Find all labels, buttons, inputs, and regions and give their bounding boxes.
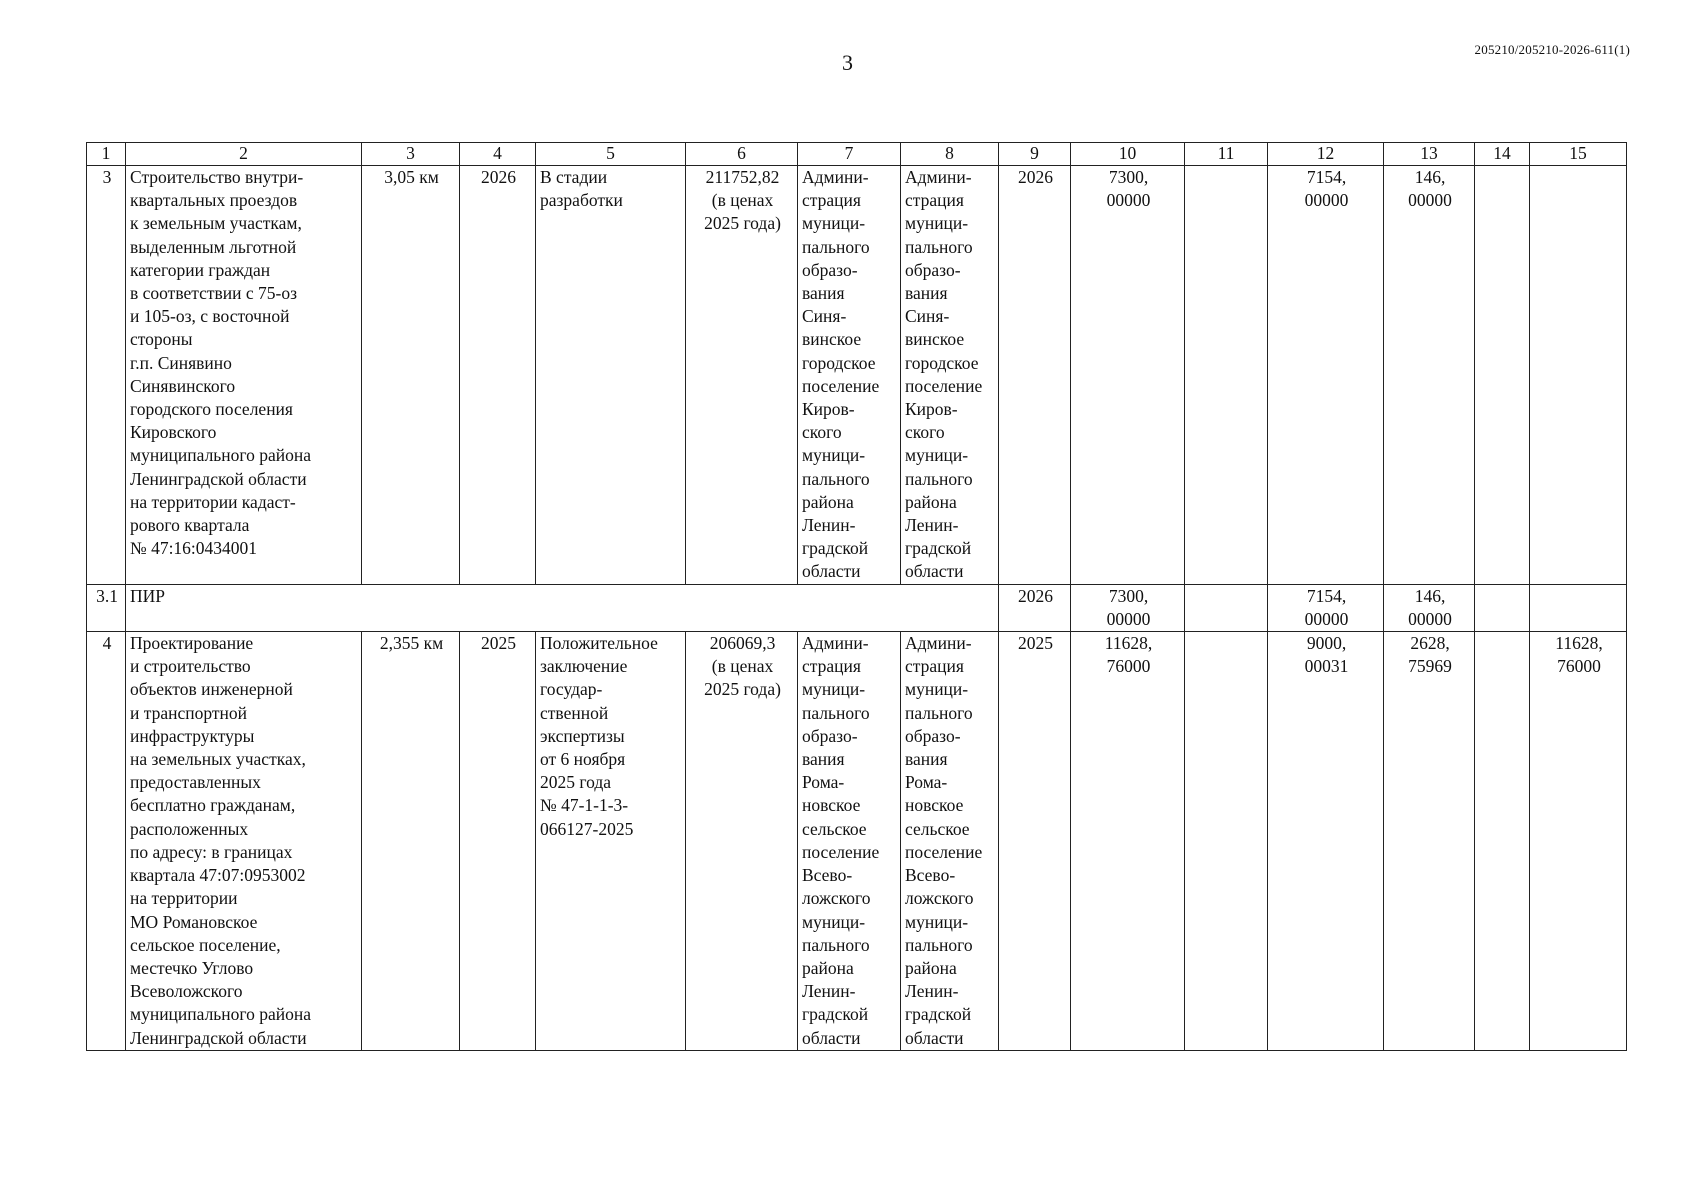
stage-name: ПИР [126,584,999,631]
table-row-3 [87,166,1627,585]
table-row-3-1 [87,584,1627,631]
column-11-value [1185,632,1268,1051]
column-number-2: 2 [126,143,362,166]
column-number-11: 11 [1185,143,1268,166]
column-number-15: 15 [1530,143,1627,166]
customer: Админи- страция муници- пального образо- вания Синя- винское городское поселение Киров- ского муници- пального района Ленин- градской области [798,166,901,585]
commissioning-year: 2026 [460,166,536,585]
column-15-value [1530,584,1627,631]
developer: Админи- страция муници- пального образо- вания Синя- винское городское поселение Киров- ского муници- пального района Ленин- градской области [901,166,999,585]
regional-budget: 9000, 00031 [1268,632,1384,1051]
row-number: 4 [87,632,126,1051]
page-number: 3 [842,50,853,75]
column-number-12: 12 [1268,143,1384,166]
column-number-3: 3 [362,143,460,166]
column-number-1: 1 [87,143,126,166]
total-amount: 7300, 00000 [1071,584,1185,631]
table-header-row [87,143,1627,166]
regional-budget: 7154, 00000 [1268,166,1384,585]
document-id: 205210/205210-2026-611(1) [1474,42,1630,57]
row-number: 3 [87,166,126,585]
column-11-value [1185,166,1268,585]
column-number-4: 4 [460,143,536,166]
row-number: 3.1 [87,584,126,631]
regional-budget: 7154, 00000 [1268,584,1384,631]
year: 2026 [999,584,1071,631]
capacity: 3,05 км [362,166,460,585]
column-number-9: 9 [999,143,1071,166]
column-number-6: 6 [686,143,798,166]
customer: Админи- страция муници- пального образо- вания Рома- новское сельское поселение Всево- ложского муници- пального района Ленин- градской области [798,632,901,1051]
table-row-4 [87,632,1627,1051]
total-amount: 11628, 76000 [1071,632,1185,1051]
column-14-value [1475,584,1530,631]
object-name: Проектирование и строительство объектов инженерной и транспортной инфраструктуры на земельных участках, предоставленных бесплатно гражданам, расположенных по адресу: в границах квартала 47:07:0953002 на территории МО Романовское сельское поселение, местечко Углово Всеволожского муниципального района Ленинградской области [126,632,362,1051]
developer: Админи- страция муници- пального образо- вания Рома- новское сельское поселение Всево- ложского муници- пального района Ленин- градской области [901,632,999,1051]
estimated-cost: 206069,3 (в ценах 2025 года) [686,632,798,1051]
column-14-value [1475,166,1530,585]
column-number-5: 5 [536,143,686,166]
local-budget: 2628, 75969 [1384,632,1475,1051]
year: 2026 [999,166,1071,585]
data-table [86,142,1627,1051]
year: 2025 [999,632,1071,1051]
estimated-cost: 211752,82 (в ценах 2025 года) [686,166,798,585]
column-number-8: 8 [901,143,999,166]
documentation-status: Положительное заключение государ- ственной экспертизы от 6 ноября 2025 года № 47-1-1-3- 066127-2025 [536,632,686,1051]
documentation-status: В стадии разработки [536,166,686,585]
object-name: Строительство внутри- квартальных проездов к земельным участкам, выделенным льготной категории граждан в соответствии с 75-оз и 105-оз, с восточной стороны г.п. Синявино Синявинского городского поселения Кировского муниципального района Ленинградской области на территории кадаст- рового квартала № 47:16:0434001 [126,166,362,585]
column-number-14: 14 [1475,143,1530,166]
capacity: 2,355 км [362,632,460,1051]
column-number-13: 13 [1384,143,1475,166]
total-amount: 7300, 00000 [1071,166,1185,585]
column-15-value [1530,166,1627,585]
column-11-value [1185,584,1268,631]
column-number-10: 10 [1071,143,1185,166]
column-14-value [1475,632,1530,1051]
column-15-value: 11628, 76000 [1530,632,1627,1051]
column-number-7: 7 [798,143,901,166]
local-budget: 146, 00000 [1384,584,1475,631]
commissioning-year: 2025 [460,632,536,1051]
local-budget: 146, 00000 [1384,166,1475,585]
